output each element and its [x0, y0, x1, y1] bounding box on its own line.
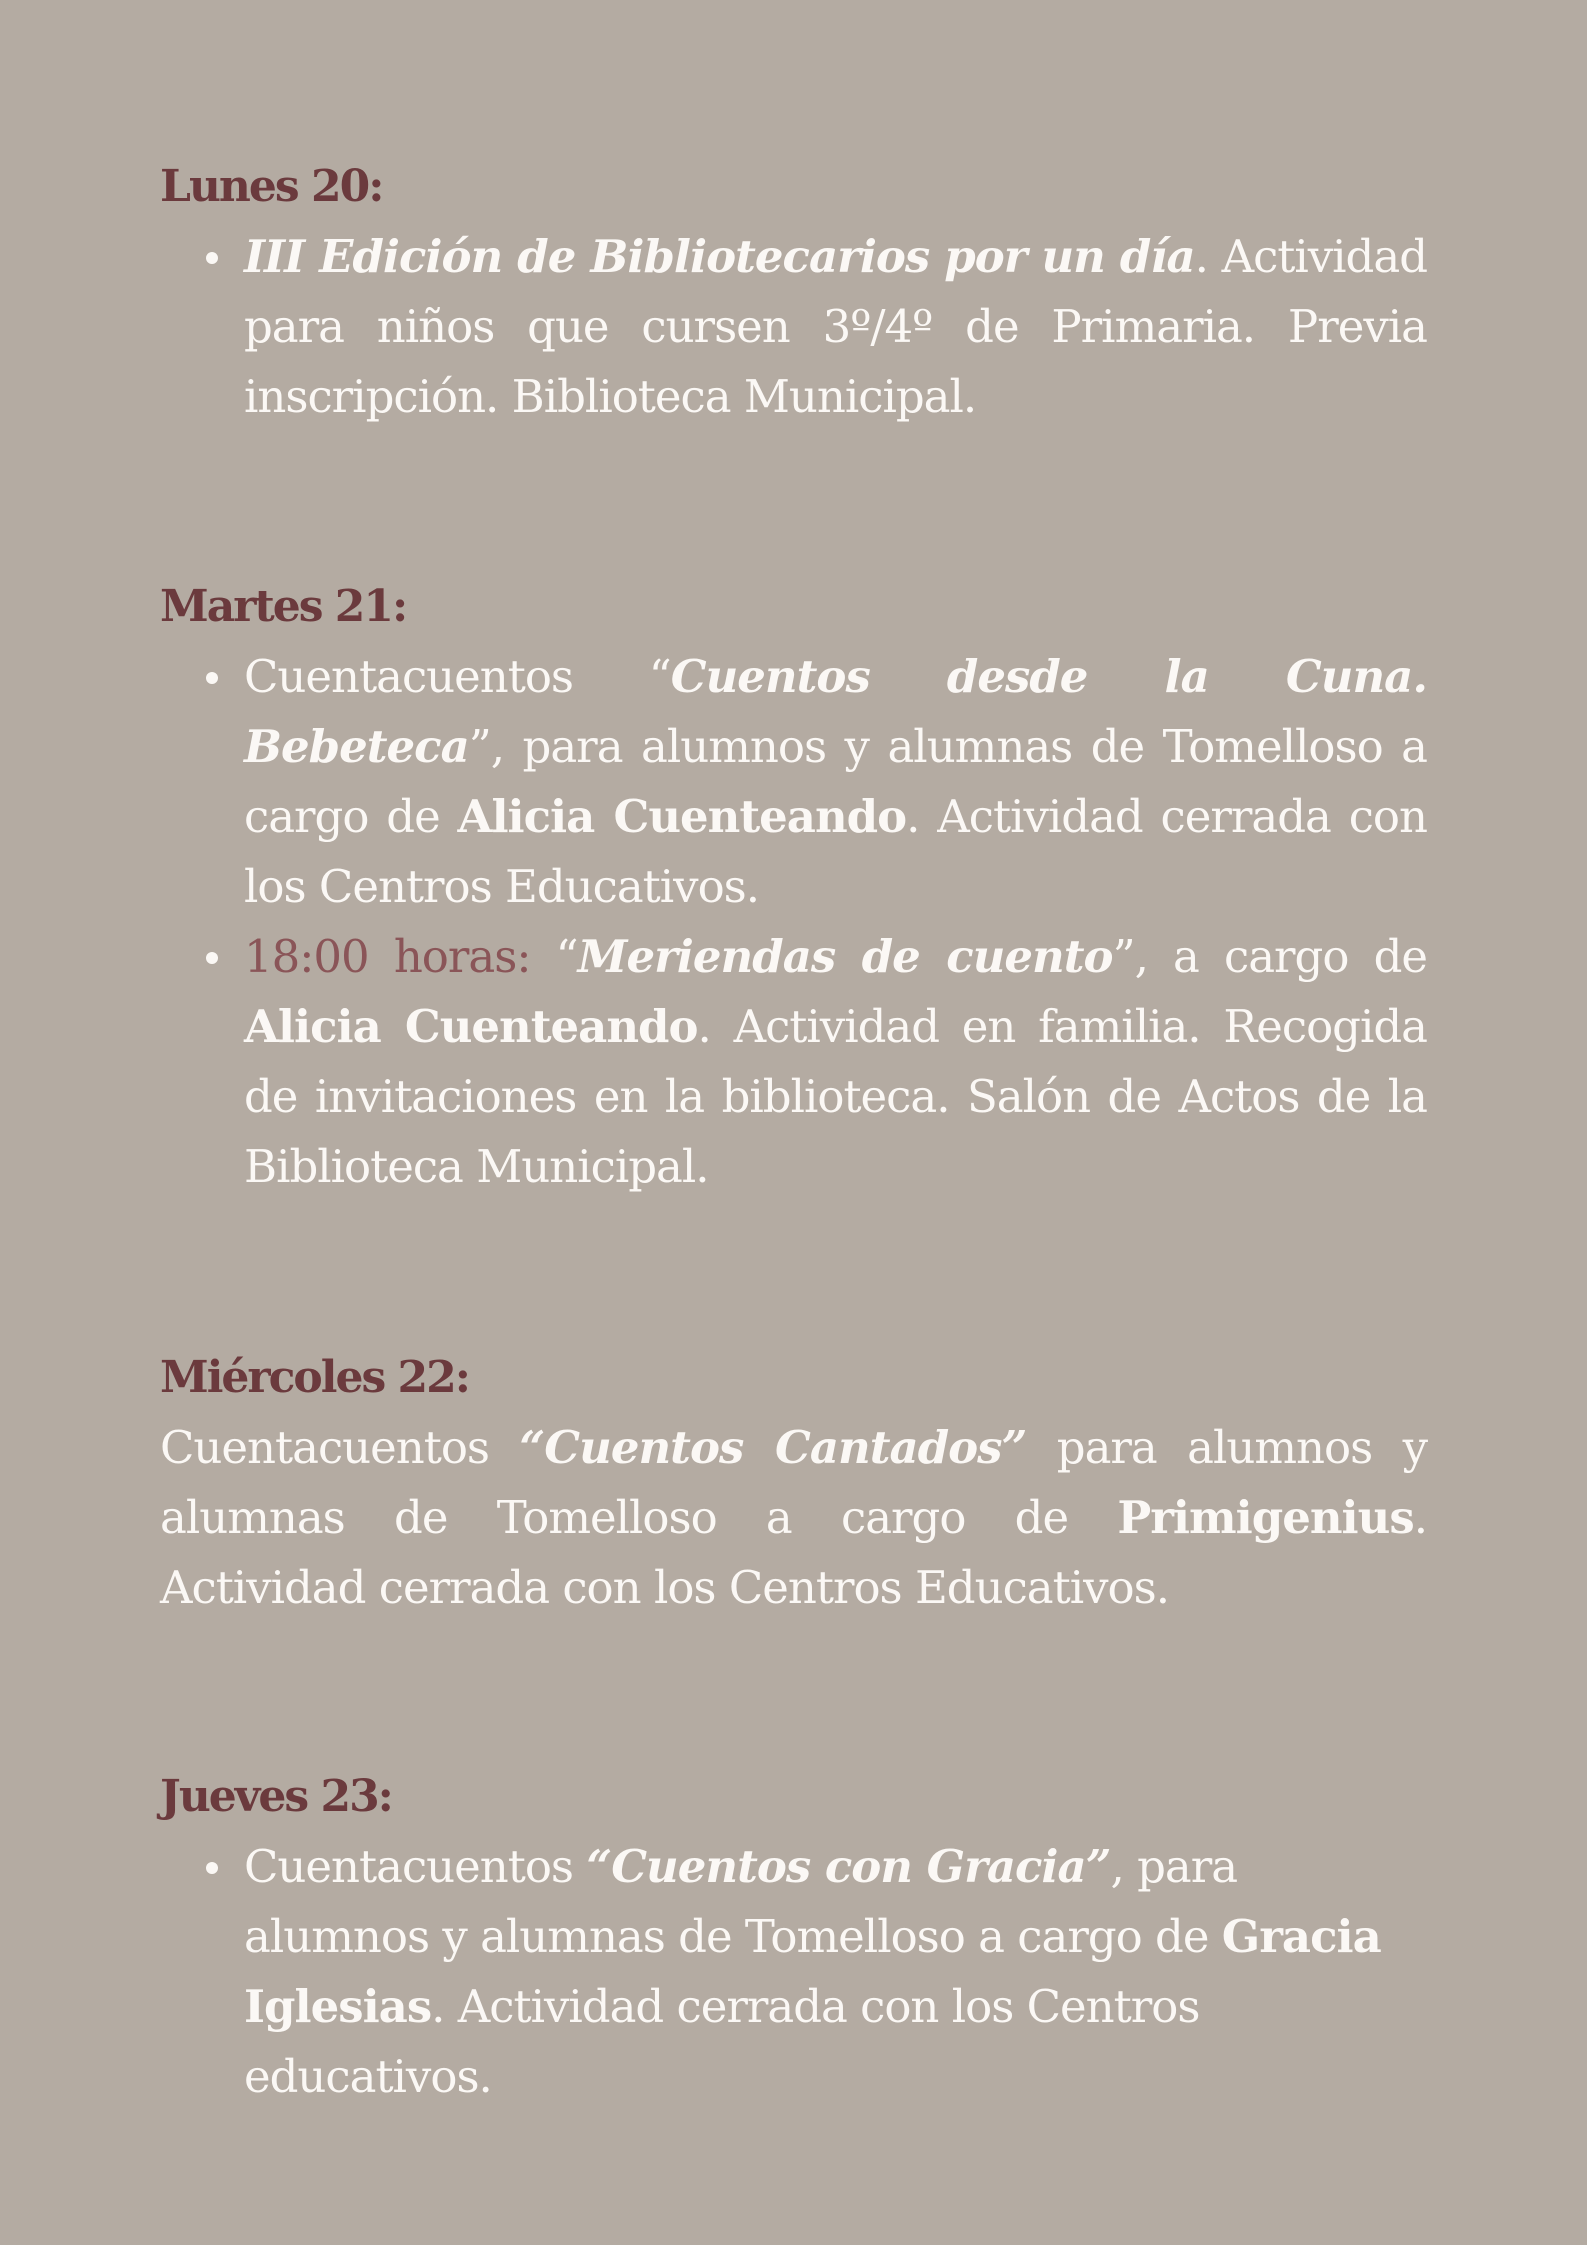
bullet-icon: [206, 252, 218, 264]
day-heading-jueves: Jueves 23:: [160, 1771, 392, 1822]
activity-title: Meriendas de cuento: [577, 930, 1113, 983]
bullet-icon: [206, 672, 218, 684]
day-section-miercoles: [160, 1343, 1427, 1623]
day-section-martes: [160, 572, 1427, 1202]
activity-text: , para alumnos y alumnas de Tomelloso a cargo de: [244, 1840, 1238, 1963]
activity-list-lunes: [160, 222, 1427, 432]
activity-text: ”, a cargo de: [1112, 930, 1428, 983]
activity-item: [244, 1832, 1427, 2112]
activity-text: ”, para alumnos y alumnas de Tomelloso a cargo de: [244, 720, 1427, 843]
activity-paragraph: [160, 1413, 1427, 1623]
activity-title: “Cuentos con Gracia”: [586, 1840, 1111, 1893]
activity-performer: Alicia Cuenteando: [457, 790, 907, 843]
activity-performer: Primigenius: [1117, 1491, 1414, 1544]
activity-performer: Alicia Cuenteando: [244, 1000, 698, 1053]
day-section-lunes: [160, 152, 1427, 432]
activity-lead: Cuentacuentos “: [244, 650, 671, 703]
activity-item: [244, 222, 1427, 432]
activity-title: “Cuentos Cantados”: [519, 1421, 1027, 1474]
day-heading-martes: Martes 21:: [160, 581, 407, 632]
activity-performer: Gracia Iglesias: [244, 1910, 1381, 2033]
activity-lead: “: [530, 930, 578, 983]
activity-list-jueves: [160, 1832, 1427, 2112]
activity-description: . Actividad cerrada con los Centros educativos.: [244, 1980, 1200, 2103]
activity-time: 18:00 horas:: [244, 930, 531, 983]
activity-description: . Actividad cerrada con los Centros Educativos.: [160, 1491, 1427, 1614]
activity-text: para alumnos y alumnas de Tomelloso a cargo de: [160, 1421, 1427, 1544]
day-section-jueves: [160, 1762, 1427, 2112]
activity-description: . Actividad en familia. Recogida de invitaciones en la biblioteca. Salón de Actos de la Biblioteca Municipal.: [244, 1000, 1428, 1193]
activity-list-martes: [160, 642, 1427, 1202]
activity-lead: Cuentacuentos: [160, 1421, 520, 1474]
activity-description: . Actividad para niños que cursen 3º/4º de Primaria. Previa inscripción. Biblioteca Municipal.: [244, 230, 1428, 423]
activity-title: Cuentos desde la Cuna. Bebeteca: [244, 650, 1427, 773]
activity-item: [244, 922, 1427, 1202]
activity-item: [244, 642, 1427, 922]
day-heading-lunes: Lunes 20:: [160, 161, 383, 212]
activity-lead: Cuentacuentos: [244, 1840, 587, 1893]
activity-description: . Actividad cerrada con los Centros Educativos.: [244, 790, 1427, 913]
bullet-icon: [206, 1862, 218, 1874]
day-heading-miercoles: Miércoles 22:: [160, 1352, 470, 1403]
bullet-icon: [206, 952, 218, 964]
activity-title: III Edición de Bibliotecarios por un día: [244, 230, 1195, 283]
